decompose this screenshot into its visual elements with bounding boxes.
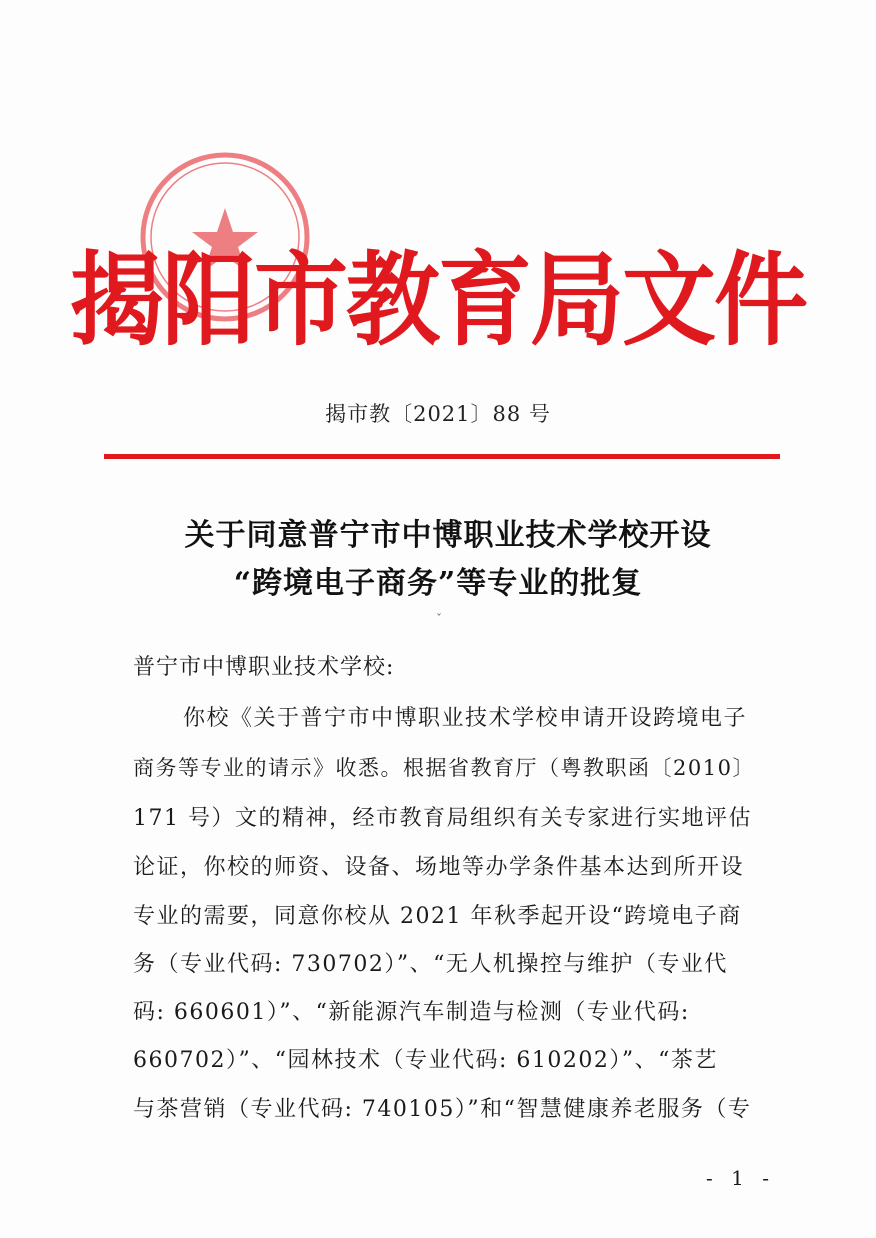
document-title-line-1: 关于同意普宁市中博职业技术学校开设 [184,518,712,553]
body-line: 论证，你校的师资、设备、场地等办学条件基本达到所开设 [133,855,745,880]
salutation: 普宁市中博职业技术学校: [133,655,395,680]
scan-mark: ˇ [436,612,442,626]
page-number: - 1 - [706,1166,775,1190]
body-line: 你校《关于普宁市中博职业技术学校申请开设跨境电子 [183,706,748,731]
body-line: 码: 660601）”、“新能源汽车制造与检测（专业代码: [133,1000,690,1025]
body-line: 商务等专业的请示》收悉。根据省教育厅（粤教职函〔2010〕 [133,756,755,780]
body-line: 专业的需要，同意你校从 2021 年秋季起开设“跨境电子商 [133,904,742,929]
document-number: 揭市教〔2021〕88 号 [325,402,551,426]
body-line: 171 号）文的精神，经市教育局组织有关专家进行实地评估 [133,806,752,831]
body-line: 务（专业代码: 730702）”、“无人机操控与维护（专业代 [133,952,728,977]
document-title-line-2: “跨境电子商务”等专业的批复 [233,566,643,601]
body-line: 与茶营销（专业代码: 740105）”和“智慧健康养老服务（专 [133,1097,752,1122]
document-masthead: 揭阳市教育局文件 [69,240,806,360]
red-divider-line [104,454,780,459]
body-line: 660702）”、“园林技术（专业代码: 610202）”、“茶艺 [133,1048,718,1073]
